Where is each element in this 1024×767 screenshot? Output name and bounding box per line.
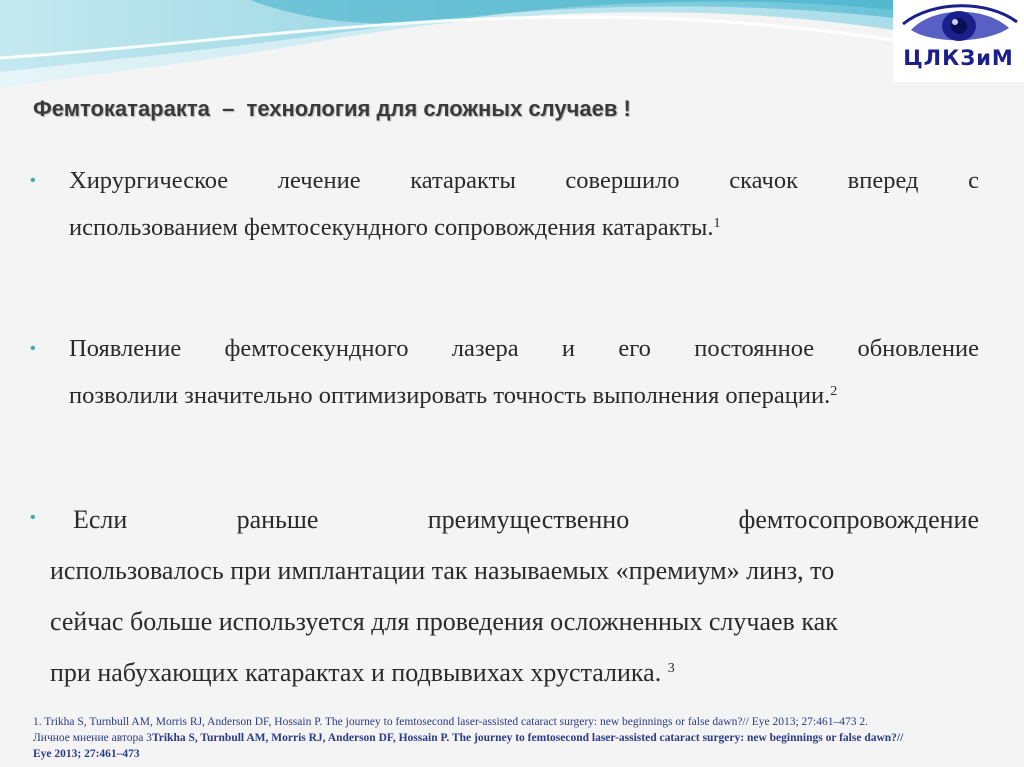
reference-line-3: Eye 2013; 27:461–473 — [33, 748, 140, 760]
paragraph-3-line-2: использовалось при имплантации так называемых «премиум» линз, то — [50, 556, 835, 585]
reference-line-2: Trikha S, Turnbull AM, Morris RJ, Anderson DF, Hossain P. The journey to femtosecond laser-assisted cataract surgery: new beginnings or false dawn?// — [151, 732, 904, 744]
bullet-paragraph-3 — [50, 494, 979, 698]
slide-title: Фемтокатаракта – технология для сложных случаев ! — [33, 96, 631, 121]
logo-text: ЦЛКЗиМ — [903, 46, 1014, 70]
paragraph-2-line-2: позволили значительно оптимизировать точность выполнения операции. — [69, 382, 831, 409]
bullet-marker: • — [30, 172, 36, 189]
references-footnote — [33, 714, 1013, 762]
footnote-marker-2: 2 — [830, 384, 838, 399]
bullet-paragraph-2 — [69, 325, 979, 419]
bullet-marker: • — [30, 340, 36, 357]
reference-line-1: 1. Trikha S, Turnbull AM, Morris RJ, Anderson DF, Hossain P. The journey to femtosecond laser-assisted cataract surgery: new beginnings or false dawn?// Eye 2013; 27:461–473 2. — [33, 716, 868, 728]
header-wave-decoration — [0, 0, 1024, 90]
bullet-marker: • — [30, 509, 36, 526]
clinic-logo — [893, 0, 1024, 82]
paragraph-3-line-3: сейчас больше используется для проведения осложненных случаев как — [50, 607, 838, 636]
paragraph-1-line-1: Хирургическое лечение катаракты совершило скачок вперед с — [69, 167, 979, 194]
footnote-marker-1: 1 — [713, 216, 721, 231]
bullet-paragraph-1 — [69, 157, 979, 251]
paragraph-3-line-4: при набухающих катарактах и подвывихах хрусталика. — [50, 658, 668, 687]
footnote-marker-3: 3 — [667, 661, 675, 676]
reference-author-opinion: Личное мнение автора 3 — [33, 732, 152, 744]
paragraph-3-line-1: Если раньше преимущественно фемтосопровождение — [73, 505, 979, 534]
paragraph-2-line-1: Появление фемтосекундного лазера и его постоянное обновление — [69, 335, 979, 362]
paragraph-1-line-2: использованием фемтосекундного сопровождения катаракты. — [69, 214, 714, 241]
